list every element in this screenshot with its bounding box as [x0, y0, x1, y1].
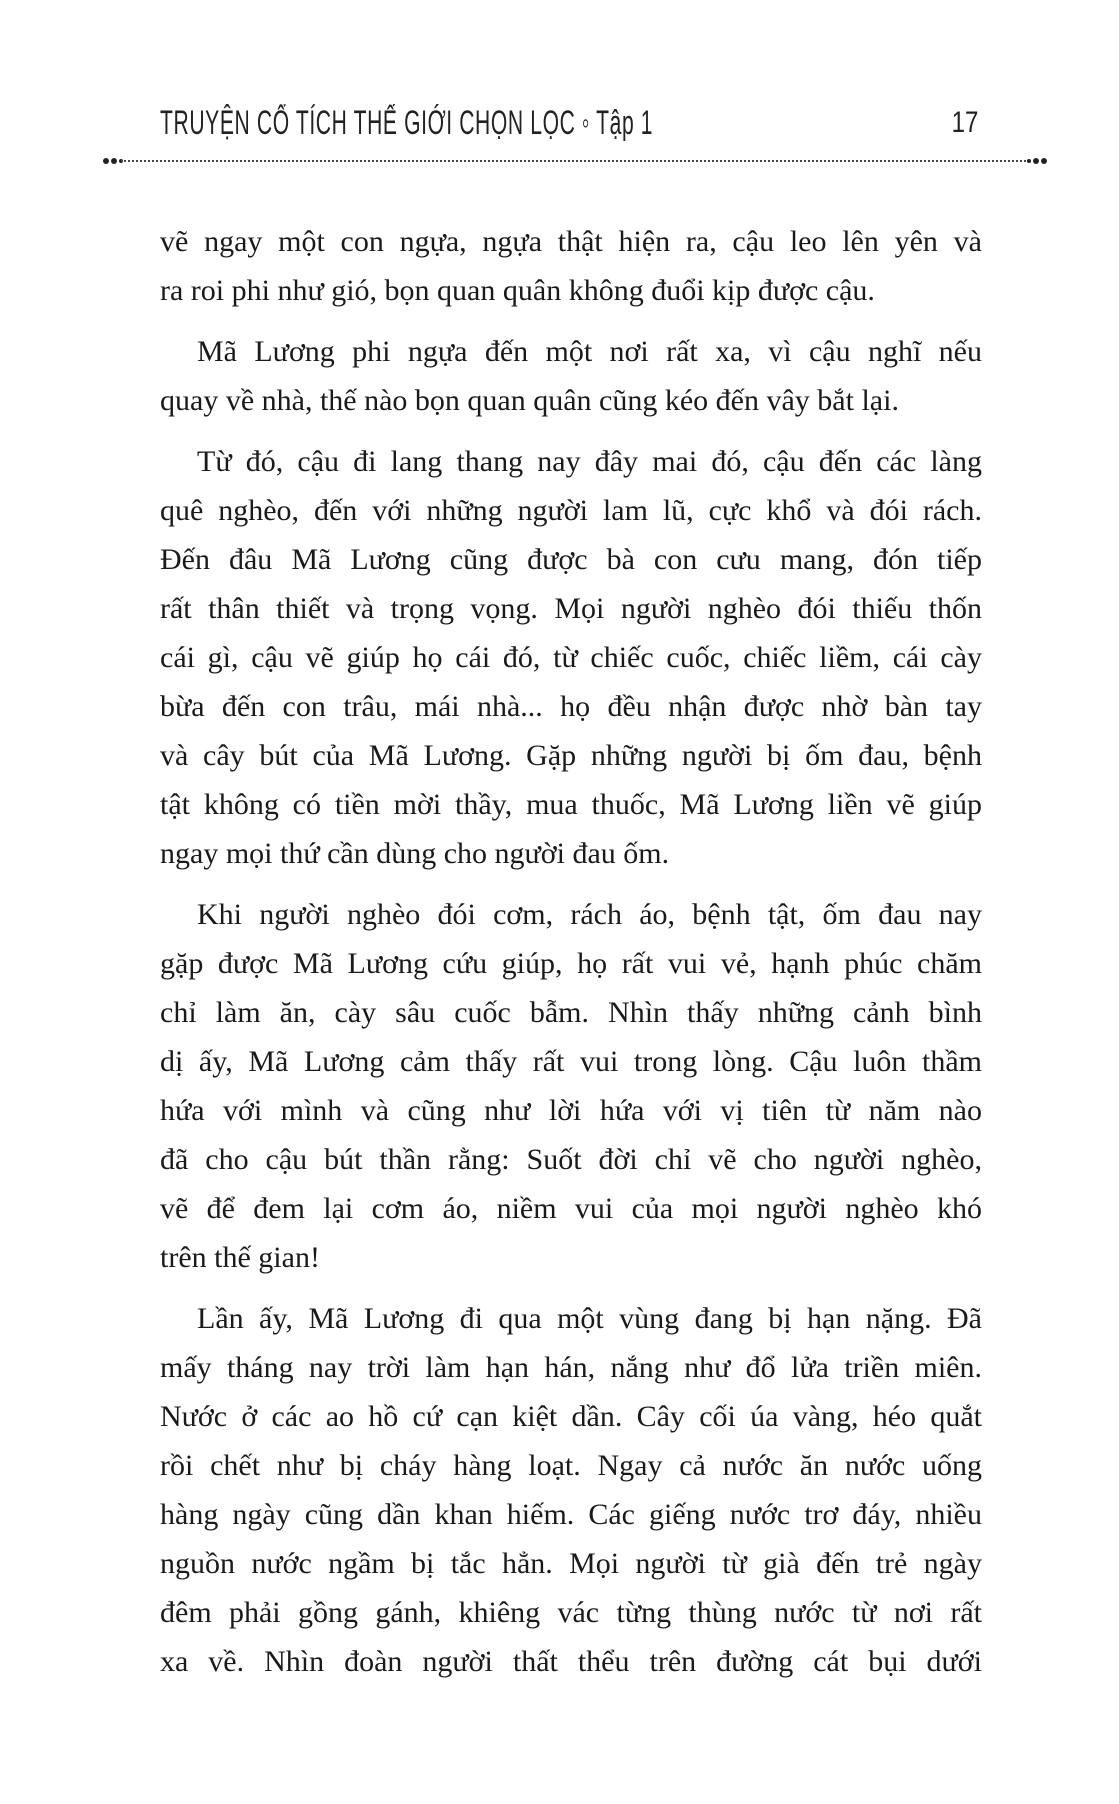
text-line: chỉ làm ăn, cày sâu cuốc bẫm. Nhìn thấy những cảnh bình	[160, 996, 982, 1029]
divider-ornament-left	[103, 158, 123, 164]
text-line: vẽ ngay một con ngựa, ngựa thật hiện ra, cậu leo lên yên và	[160, 225, 982, 258]
text-line: gặp được Mã Lương cứu giúp, họ rất vui vẻ, hạnh phúc chăm	[160, 947, 982, 980]
text-line: tật không có tiền mời thầy, mua thuốc, Mã Lương liền vẽ giúp	[160, 788, 982, 821]
text-line: bừa đến con trâu, mái nhà... họ đều nhận được nhờ bàn tay	[160, 690, 982, 723]
running-header	[160, 104, 982, 144]
running-title: TRUYỆN CỔ TÍCH THẾ GIỚI CHỌN LỌC ◦ Tập 1	[160, 104, 654, 142]
text-line: Mã Lương phi ngựa đến một nơi rất xa, vì cậu nghĩ nếu	[197, 335, 982, 368]
text-line: nguồn nước ngầm bị tắc hẳn. Mọi người từ già đến trẻ ngày	[160, 1547, 982, 1580]
paragraph	[160, 1294, 982, 1686]
text-line: ra roi phi như gió, bọn quan quân không đuổi kịp được cậu.	[160, 274, 875, 307]
text-line: Nước ở các ao hồ cứ cạn kiệt dần. Cây cối úa vàng, héo quắt	[160, 1400, 982, 1433]
text-line: hàng ngày cũng dần khan hiếm. Các giếng nước trơ đáy, nhiều	[160, 1498, 982, 1531]
text-line: quay về nhà, thế nào bọn quan quân cũng kéo đến vây bắt lại.	[160, 384, 899, 417]
text-line: xa về. Nhìn đoàn người thất thểu trên đường cát bụi dưới	[160, 1645, 982, 1678]
divider-ornament-right	[1027, 158, 1047, 164]
text-line: Đến đâu Mã Lương cũng được bà con cưu mang, đón tiếp	[160, 543, 982, 576]
text-line: mấy tháng nay trời làm hạn hán, nắng như đổ lửa triền miên.	[160, 1351, 982, 1384]
page-number: 17	[951, 106, 978, 139]
text-line: quê nghèo, đến với những người lam lũ, cực khổ và đói rách.	[160, 494, 982, 527]
text-line: hứa với mình và cũng như lời hứa với vị tiên từ năm nào	[160, 1094, 982, 1127]
dotted-line	[121, 160, 1029, 162]
paragraph	[160, 217, 982, 315]
text-line: Từ đó, cậu đi lang thang nay đây mai đó, cậu đến các làng	[197, 445, 982, 478]
text-line: cái gì, cậu vẽ giúp họ cái đó, từ chiếc cuốc, chiếc liềm, cái cày	[160, 641, 982, 674]
text-line: Lần ấy, Mã Lương đi qua một vùng đang bị hạn nặng. Đã	[197, 1302, 982, 1335]
paragraph	[160, 437, 982, 878]
text-line: và cây bút của Mã Lương. Gặp những người bị ốm đau, bệnh	[160, 739, 982, 772]
text-line: đã cho cậu bút thần rằng: Suốt đời chỉ vẽ cho người nghèo,	[160, 1143, 982, 1176]
body-text	[160, 217, 982, 1698]
text-line: Khi người nghèo đói cơm, rách áo, bệnh tật, ốm đau nay	[197, 898, 982, 931]
text-line: rất thân thiết và trọng vọng. Mọi người nghèo đói thiếu thốn	[160, 592, 982, 625]
paragraph	[160, 890, 982, 1282]
header-divider	[103, 158, 1047, 164]
text-line: dị ấy, Mã Lương cảm thấy rất vui trong lòng. Cậu luôn thầm	[160, 1045, 982, 1078]
text-line: rồi chết như bị cháy hàng loạt. Ngay cả nước ăn nước uống	[160, 1449, 982, 1482]
text-line: đêm phải gồng gánh, khiêng vác từng thùng nước từ nơi rất	[160, 1596, 982, 1629]
text-line: vẽ để đem lại cơm áo, niềm vui của mọi người nghèo khó	[160, 1192, 982, 1225]
text-line: ngay mọi thứ cần dùng cho người đau ốm.	[160, 837, 670, 870]
paragraph	[160, 327, 982, 425]
text-line: trên thế gian!	[160, 1241, 320, 1274]
